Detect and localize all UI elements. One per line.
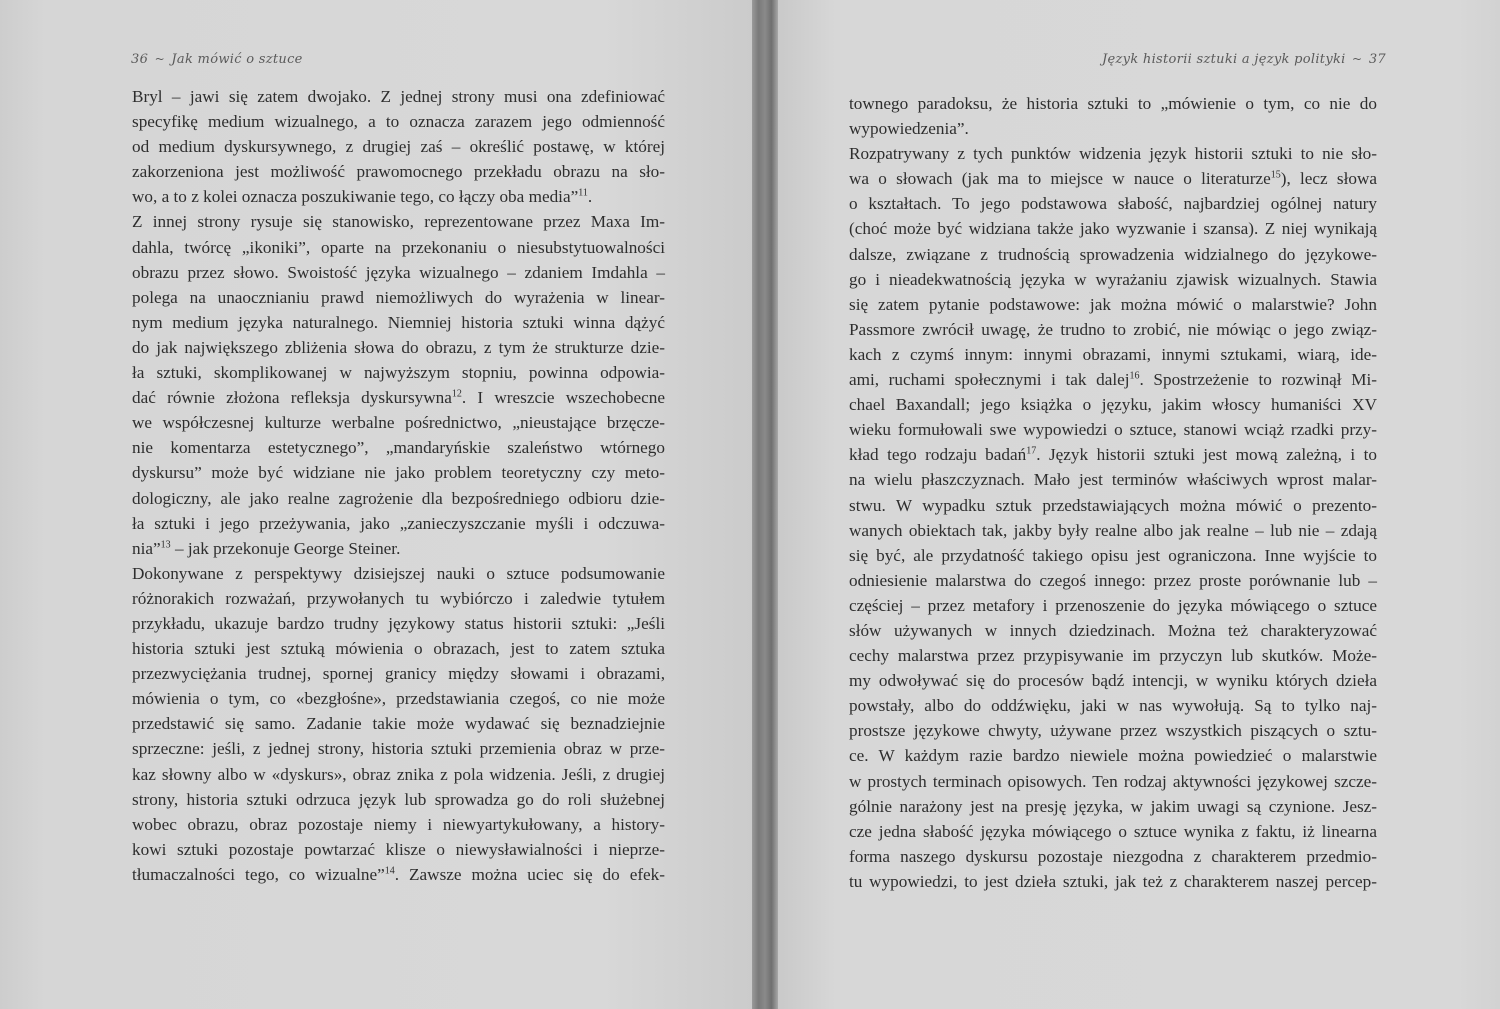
line-text: dahla, twórcę „ikoniki”, oparte na przekonaniu o niesubstytuowalności (132, 237, 665, 257)
right-page-number: 37 (1368, 52, 1386, 67)
text-line (132, 862, 665, 887)
text-line (849, 844, 1377, 869)
line-text: townego paradoksu, że historia sztuki to „mówienie o tym, co nie do (849, 94, 1377, 113)
text-line (132, 335, 665, 360)
text-line (132, 410, 665, 435)
text-line (132, 109, 665, 134)
line-text: dyskursu” może być widziane nie jako problem teoretyczny czy meto- (132, 463, 665, 483)
line-text: prostsze językowe chwyty, używane przez wszystkich piszących o sztu- (849, 721, 1377, 741)
text-line (849, 292, 1377, 317)
text-line (849, 91, 1377, 116)
line-text: się zatem pytanie podstawowe: jak można mówić o malarstwie? John (849, 294, 1377, 314)
line-text: Bryl – jawi się zatem dwojako. Z jednej strony musi ona zdefiniować (132, 87, 665, 106)
line-text: wanych obiektach tak, jakby były realne albo jak realne – lub nie – zdają (849, 520, 1377, 540)
line-text: . I wreszcie wszechobecne (461, 388, 665, 408)
right-page (778, 0, 1500, 1009)
line-text: powstały, albo do oddźwięku, jaki w nas wywołują. Są to tylko naj- (849, 696, 1377, 716)
text-line (849, 417, 1377, 442)
line-text: różnorakich rozważań, przywołanych tu wybiórczo i zaledwie tytułem (132, 588, 665, 608)
text-line (132, 134, 665, 159)
line-text: odniesienie malarstwa do czegoś innego: przez proste porównanie lub – (849, 570, 1377, 590)
footnote-marker[interactable]: 11 (578, 187, 588, 199)
line-text: wobec obrazu, obraz pozostaje niemy i niewyartykułowany, a history- (132, 814, 665, 834)
footnote-marker[interactable]: 14 (384, 865, 395, 877)
text-line (849, 819, 1377, 844)
line-text: Passmore zwrócił uwagę, że trudno to zrobić, nie mówiąc o jego związ- (849, 319, 1377, 339)
line-text: kład tego rodzaju badań (849, 445, 1027, 465)
right-running-head (1102, 52, 1386, 67)
footnote-marker[interactable]: 12 (451, 388, 462, 400)
text-line (132, 611, 665, 636)
line-text: sprzeczne: jeśli, z jednej strony, historia sztuki przemienia obraz w prze- (132, 739, 665, 759)
text-line (132, 159, 665, 184)
line-text: kowi sztuki pozostaje powtarzać klisze o niewysławialności i nieprze- (132, 839, 665, 859)
text-line (132, 486, 665, 511)
line-text: we współczesnej kulturze werbalne pośrednictwo, „nieustające brzęcze- (132, 413, 665, 433)
line-text: częściej – przez metafory i przenoszenie do języka mówiącego o sztuce (849, 595, 1377, 615)
text-line (849, 442, 1377, 467)
footnote-marker[interactable]: 15 (1270, 169, 1281, 181)
line-text: wypowiedzenia”. (849, 119, 969, 139)
text-line (849, 467, 1377, 492)
text-line (849, 267, 1377, 292)
line-text: nia” (132, 538, 161, 558)
text-line (132, 661, 665, 686)
text-line (132, 561, 665, 586)
text-line (132, 460, 665, 485)
text-line (132, 184, 665, 209)
line-text: go i nieadekwatnością języka w wyrażaniu zjawisk wizualnych. Stawia (849, 269, 1377, 289)
line-text: forma naszego dyskursu pozostaje niezgodna z charakterem przedmio- (849, 846, 1377, 866)
line-text: (choć może być widziana także jako wyzwanie i szansa). Z niej wynikają (849, 219, 1377, 239)
left-running-head (131, 52, 303, 67)
line-text: w prostych terminach opisowych. Ten rodzaj aktywności językowej szcze- (849, 771, 1377, 791)
text-line (132, 812, 665, 837)
text-line (132, 837, 665, 862)
line-text: gólnie narażony jest na presję języka, w jakim uwagi są czynione. Jesz- (849, 796, 1377, 816)
line-text: chael Baxandall; jego książka o języku, jakim włoscy humaniści XV (849, 395, 1377, 415)
text-line (132, 511, 665, 536)
line-text: . (587, 187, 593, 207)
text-line (849, 242, 1377, 267)
text-line (132, 235, 665, 260)
line-text: mówienia o tym, co «bezgłośne», przedstawiania czegoś, co nie może (132, 689, 665, 709)
line-text: ), lecz słowa (1280, 169, 1378, 189)
text-line (849, 643, 1377, 668)
text-line (132, 360, 665, 385)
line-text: dać równie złożona refleksja dyskursywna (132, 388, 452, 408)
text-line (132, 636, 665, 661)
line-text: ła sztuki, skomplikowanej w najwyższym stopniu, powinna odpowia- (132, 363, 665, 383)
text-line (132, 536, 665, 561)
line-text: . Spostrzeżenie to rozwinął Mi- (1139, 370, 1377, 390)
line-text: – jak przekonuje George Steiner. (170, 538, 401, 558)
line-text: polega na unaocznianiu prawd niemożliwych do wyrażenia w linear- (132, 287, 665, 307)
line-text: Z innej strony rysuje się stanowisko, reprezentowane przez Maxa Im- (132, 212, 665, 232)
left-running-title: Jak mówić o sztuce (171, 52, 303, 67)
line-text: specyfikę medium wizualnego, a to oznacza zarazem jego odmienność (132, 112, 665, 132)
text-line (132, 586, 665, 611)
line-text: na wielu płaszczyznach. Mało jest terminów właściwych wprost malar- (849, 470, 1377, 490)
line-text: się być, ale przydatność takiego opisu jest ograniczona. Inne wyjście to (849, 545, 1377, 565)
text-line (849, 543, 1377, 568)
right-running-title: Język historii sztuki a język polityki (1102, 52, 1346, 67)
text-line (132, 762, 665, 787)
line-text: wieku formułowali swe wypowiedzi o sztuce, stanowi wciąż rzadki przy- (849, 420, 1377, 440)
text-line (849, 191, 1377, 216)
line-text: ła sztuki i jego przeżywania, jako „zanieczyszczanie myśli i odczuwa- (132, 513, 665, 533)
line-text: cze jedna słabość języka mówiącego o sztuce wynika z faktu, iż linearna (849, 821, 1377, 841)
text-line (849, 769, 1377, 794)
text-line (132, 435, 665, 460)
text-line (849, 317, 1377, 342)
line-text: cechy malarstwa przez przypisywanie im przyczyn lub skutków. Może- (849, 646, 1377, 666)
line-text: przezwyciężania trudnej, spornej granicy między słowami i obrazami, (132, 664, 665, 684)
line-text: przykładu, ukazuje bardzo trudny językowy status historii sztuki: „Jeśli (132, 613, 665, 633)
text-line (849, 392, 1377, 417)
text-line (849, 743, 1377, 768)
text-line (132, 285, 665, 310)
text-line (849, 493, 1377, 518)
line-text: ce. W każdym razie bardzo niewiele można powiedzieć o malarstwie (849, 746, 1377, 766)
footnote-marker[interactable]: 16 (1129, 370, 1140, 382)
line-text: Rozpatrywany z tych punktów widzenia język historii sztuki to nie sło- (849, 144, 1377, 164)
line-text: nie komentarza estetycznego”, „mandaryńskie szaleństwo wtórnego (132, 438, 665, 458)
text-line (132, 260, 665, 285)
text-line (132, 385, 665, 410)
line-text: ami, ruchami społecznymi i tak dalej (849, 370, 1130, 390)
line-text: Dokonywane z perspektywy dzisiejszej nauki o sztuce podsumowanie (132, 563, 665, 583)
ornament-icon: ~ (154, 52, 165, 66)
text-line (132, 209, 665, 234)
line-text: tu wypowiedzi, to jest dzieła sztuki, jak też z charakterem naszej percep- (849, 871, 1377, 891)
text-line (132, 686, 665, 711)
text-line (849, 568, 1377, 593)
line-text: słów używanych w innych dziedzinach. Można też charakteryzować (849, 620, 1377, 640)
line-text: o kształtach. To jego podstawowa słabość, najbardziej ogólnej natury (849, 194, 1377, 214)
left-page-number: 36 (131, 52, 149, 67)
text-line (132, 84, 665, 109)
line-text: zakorzeniona jest możliwość prawomocnego przekładu obrazu na sło- (132, 162, 665, 182)
line-text: stwu. W wypadku sztuk przedstawiających można mówić o prezento- (849, 495, 1377, 515)
text-line (849, 342, 1377, 367)
text-line (849, 166, 1377, 191)
text-line (132, 310, 665, 335)
text-line (849, 216, 1377, 241)
text-line (849, 718, 1377, 743)
text-line (849, 141, 1377, 166)
text-line (849, 693, 1377, 718)
line-text: . Zawsze można uciec się do efek- (394, 864, 665, 884)
line-text: my odwoływać się do procesów bądź intencji, w wyniku których dzieła (849, 671, 1377, 691)
line-text: wa o słowach (jak ma to miejsce w nauce o literaturze (849, 169, 1271, 189)
line-text: dalsze, związane z trudnością sprowadzenia widzialnego do językowe- (849, 244, 1377, 264)
text-line (849, 869, 1377, 894)
line-text: nym medium języka naturalnego. Niemniej historia sztuki winna dążyć (132, 312, 665, 332)
line-text: do jak największego zbliżenia słowa do obrazu, z tym że strukturze dzie- (132, 337, 665, 357)
line-text: od medium dyskursywnego, z drugiej zaś – określić postawę, w której (132, 137, 665, 157)
text-line (849, 367, 1377, 392)
text-line (849, 618, 1377, 643)
text-line (849, 116, 1377, 141)
line-text: obrazu przez słowo. Swoistość języka wizualnego – zdaniem Imdahla – (132, 262, 665, 282)
ornament-icon: ~ (1352, 52, 1363, 66)
text-line (849, 518, 1377, 543)
line-text: historia sztuki jest sztuką mówienia o obrazach, jest to zatem sztuka (132, 639, 665, 659)
text-line (132, 787, 665, 812)
line-text: strony, historia sztuki odrzuca język lub sprowadza go do roli służebnej (132, 789, 665, 809)
line-text: dologiczny, ale jako realne zagrożenie dla bezpośredniego odbioru dzie- (132, 488, 665, 508)
line-text: przedstawić się samo. Zadanie takie może wydawać się beznadziejnie (132, 714, 665, 734)
right-text-column (849, 91, 1377, 894)
footnote-marker[interactable]: 17 (1026, 445, 1037, 457)
book-gutter (752, 0, 778, 1009)
left-text-column (132, 84, 665, 887)
text-line (849, 794, 1377, 819)
text-line (132, 736, 665, 761)
text-line (849, 668, 1377, 693)
line-text: kach z czymś innym: innymi obrazami, innymi sztukami, wiarą, ide- (849, 344, 1377, 364)
text-line (849, 593, 1377, 618)
line-text: wo, a to z kolei oznacza poszukiwanie tego, co łączy oba media” (132, 187, 579, 207)
line-text: . Język historii sztuki jest mową zależną, i to (1036, 445, 1377, 465)
footnote-marker[interactable]: 13 (160, 538, 171, 550)
text-line (132, 711, 665, 736)
line-text: tłumaczalności tego, co wizualne” (132, 864, 385, 884)
line-text: kaz słowny albo w «dyskurs», obraz znika z pola widzenia. Jeśli, z drugiej (132, 764, 665, 784)
